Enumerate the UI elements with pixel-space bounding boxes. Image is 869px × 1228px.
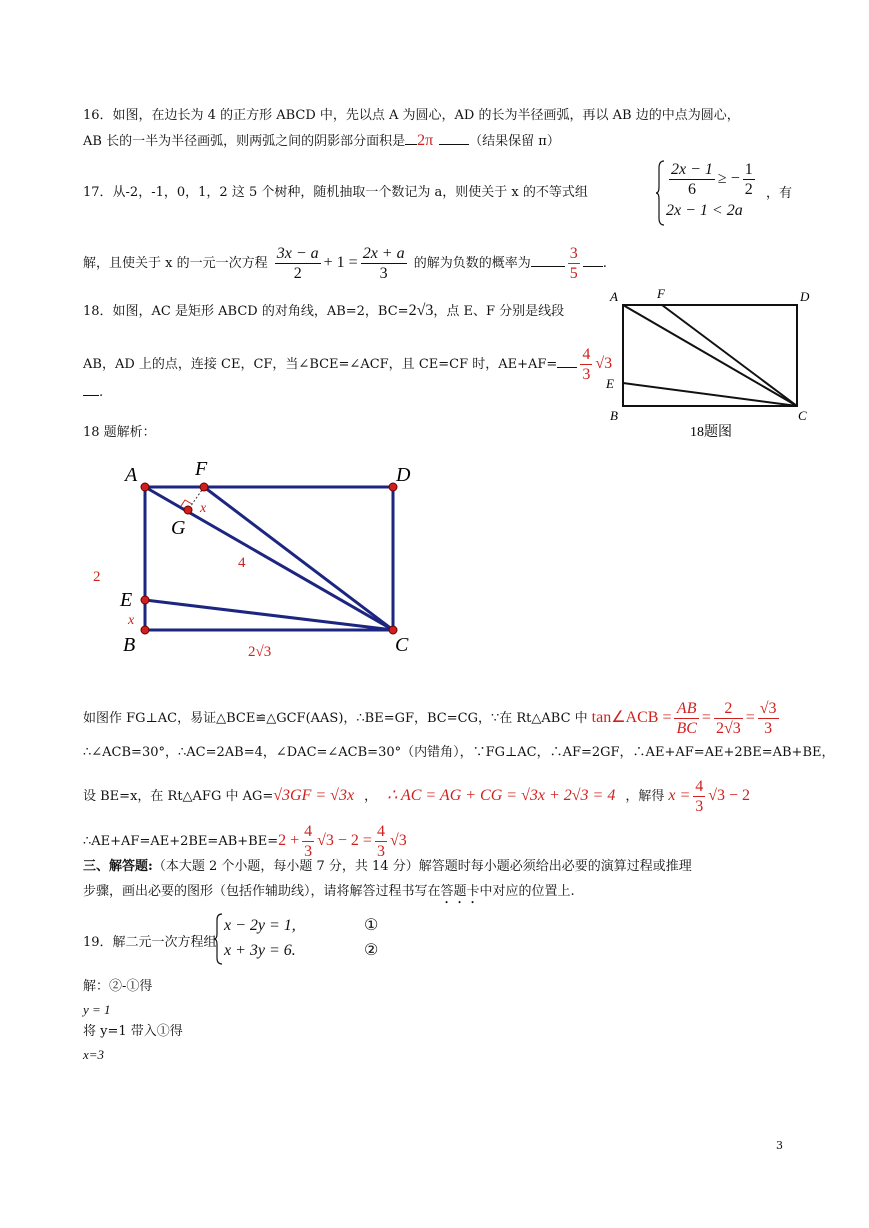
q19-equation-system xyxy=(214,913,378,963)
q16-text: AB 长的一半为半径画弧，则两弧之间的阴影部分面积是 xyxy=(83,134,406,149)
label-a: A xyxy=(610,289,618,304)
q17-ineq1-rel: ≥ − xyxy=(717,170,740,188)
point-a xyxy=(141,483,149,491)
sol-l3-text: 设 BE=x，在 Rt△AFG 中 AG= xyxy=(83,789,274,804)
figure-18-small xyxy=(600,285,820,445)
q18-text1: 18．如图，AC 是矩形 ABCD 的对角线，AB=2，BC= xyxy=(83,304,409,319)
sol-l4-d1: 3 xyxy=(304,843,313,860)
sol-label-bc: 2√3 xyxy=(248,644,272,660)
sol-l4-n2: 4 xyxy=(376,823,385,840)
q18-text2: AB，AD 上的点，连接 CE，CF，当∠BCE=∠ACF，且 CE=CF 时，AE+AF= xyxy=(83,357,558,372)
q18-ans-root: √3 xyxy=(595,355,613,372)
section3-text2b: 中对应的位置上. xyxy=(479,884,575,899)
q19-step4: x=3 xyxy=(83,1047,105,1062)
section3-line2 xyxy=(83,883,575,907)
q17-eq-mid: + 1 = xyxy=(323,254,358,271)
label-e: E xyxy=(606,376,614,391)
sol-line-ec xyxy=(145,600,393,630)
q17-inequality-system xyxy=(656,160,758,220)
q19-eq2: x + 3y = 6. xyxy=(224,942,296,959)
q16-note: （结果保留 π） xyxy=(469,134,560,149)
sol-l3-m1: √3GF = √3x xyxy=(273,787,355,804)
q17-ineq2: 2x − 1 < 2a xyxy=(666,202,743,219)
q19-eq2-tag: ② xyxy=(364,942,379,959)
q17-eq-lnum: 3x − a xyxy=(276,245,319,262)
sol-l4-b: √3 − 2 = xyxy=(317,832,372,849)
q18-line3 xyxy=(83,384,103,402)
q18-line2 xyxy=(83,345,612,384)
sol-l3-mid: ，解得 xyxy=(625,789,665,804)
point-b xyxy=(141,626,149,634)
sol-f3n: √3 xyxy=(759,700,777,717)
q17-ineq1-rden: 2 xyxy=(744,181,753,198)
sol-l3-sep: ， xyxy=(364,789,378,804)
q18-text1b: ，点 E、F 分别是线段 xyxy=(433,304,565,319)
q19-text: 19．解二元一次方程组 xyxy=(83,935,217,950)
q17-l2-mid: 的解为负数的概率为 xyxy=(413,256,531,271)
page-number: 3 xyxy=(776,1139,783,1152)
left-brace-icon xyxy=(656,160,665,226)
q17-ineq1-num: 2x − 1 xyxy=(671,161,713,178)
q17-ans-num: 3 xyxy=(569,245,578,262)
q19-eq1: x − 2y = 1, xyxy=(224,917,296,934)
sol-label-e: E xyxy=(120,589,133,611)
sol-line-fc xyxy=(204,487,393,630)
q16-line2 xyxy=(83,132,560,151)
q17-line2 xyxy=(83,244,607,283)
right-angle-mark xyxy=(181,500,192,506)
figure-caption: 18题图 xyxy=(690,425,732,440)
q19-step1: 解：②-①得 xyxy=(83,979,153,994)
q18-ans-num: 4 xyxy=(582,346,591,363)
section3-emphasis: 答题卡 xyxy=(440,884,480,899)
sol-label-f: F xyxy=(195,458,208,480)
sol-l3-num: 4 xyxy=(695,778,704,795)
point-c xyxy=(389,626,397,634)
q19-step2: y = 1 xyxy=(83,1002,111,1017)
sol-l4-n1: 4 xyxy=(304,823,313,840)
q17-text: 17．从-2，-1，0，1，2 这 5 个树种，随机抽取一个数记为 a，则使关于 x 的不等式组 xyxy=(83,185,588,200)
section3-text1: （本大题 2 个小题，每小题 7 分，共 14 分）解答题时每小题必须给出必要的演算过程或推理 xyxy=(152,859,692,874)
q18-bc: 2√3 xyxy=(408,302,434,319)
sol-l4-c: √3 xyxy=(389,832,407,849)
sol-l3-m2: ∴ AC = AG + CG = √3x + 2√3 = 4 xyxy=(387,787,616,804)
sol-f1n: AB xyxy=(674,699,698,719)
q17-ans-den: 5 xyxy=(569,265,578,282)
sol-line2: ∴∠ACB=30°，∴AC=2AB=4，∠DAC=∠ACB=30°（内错角），∵FG⊥AC，∴AF=2GF，∴AE+AF=AE+2BE=AB+BE， xyxy=(83,745,835,760)
point-f xyxy=(200,483,208,491)
q19-eq1-tag: ① xyxy=(364,917,379,934)
sol-l4-a: 2 + xyxy=(278,832,300,849)
q17-eq-rnum: 2x + a xyxy=(362,245,405,262)
q16-answer: 2π xyxy=(417,132,434,149)
section3-text2: 步骤，画出必要的图形（包括作辅助线），请将解答过程书写在 xyxy=(83,884,441,899)
sol-f2d: 2√3 xyxy=(715,720,741,737)
sol-l3-post: √3 − 2 xyxy=(708,787,751,804)
sol-label-4: 4 xyxy=(238,555,246,571)
label-c: C xyxy=(798,408,807,423)
q18-line1 xyxy=(83,302,564,321)
sol-f1d: BC xyxy=(676,720,697,737)
q19-step3: 将 y=1 带入①得 xyxy=(83,1024,183,1039)
label-b: B xyxy=(610,408,618,423)
sol-label-2: 2 xyxy=(93,569,101,585)
sol-label-a: A xyxy=(125,464,138,486)
sol-label-c: C xyxy=(395,634,409,656)
q17-ineq1-den: 6 xyxy=(687,181,696,198)
sol-l4-d2: 3 xyxy=(376,843,385,860)
sol-l4-text: ∴AE+AF=AE+2BE=AB+BE= xyxy=(83,834,279,849)
q19-line xyxy=(83,934,217,952)
sol-label-b: B xyxy=(123,634,136,656)
sol-label-x1: x xyxy=(200,501,207,516)
q17-l2-end: . xyxy=(602,256,607,271)
label-d: D xyxy=(800,289,810,304)
diag-ac xyxy=(623,305,797,406)
sol-l1-text: 如图作 FG⊥AC，易证△BCE≌△GCF(AAS)，∴BE=GF，BC=CG，∵在 Rt△ABC 中 xyxy=(83,711,588,726)
sol-label-x2: x xyxy=(128,613,135,628)
q17-eq-lden: 2 xyxy=(293,265,302,282)
section3-title: 三、解答题: xyxy=(83,859,153,874)
sol-label-d: D xyxy=(396,464,411,486)
section3-line1 xyxy=(83,858,692,876)
sol-diag-ac xyxy=(145,487,393,630)
q17-eq-rden: 3 xyxy=(379,265,388,282)
left-brace-icon xyxy=(214,913,223,965)
point-e xyxy=(141,596,149,604)
q17-line1 xyxy=(83,184,588,202)
point-g xyxy=(184,506,192,514)
label-f: F xyxy=(657,286,665,301)
sol-f3d: 3 xyxy=(764,720,773,737)
q17-post: ，有 xyxy=(766,186,793,201)
sol-f2n: 2 xyxy=(714,699,743,719)
q18-ans-den: 3 xyxy=(582,366,591,383)
sol-l3-x: x = xyxy=(668,787,691,804)
sol-line3 xyxy=(83,777,750,816)
q17-l2-text: 解，且使关于 x 的一元一次方程 xyxy=(83,256,268,271)
figure-18-solution xyxy=(85,455,435,660)
sol-line4 xyxy=(83,822,407,861)
solution-header: 18 题解析： xyxy=(83,425,156,440)
q16-line1: 16．如图，在边长为 4 的正方形 ABCD 中，先以点 A 为圆心，AD 的长为半径画弧，再以 AB 边的中点为圆心， xyxy=(83,108,740,123)
sol-l1-tan: tan∠ACB = xyxy=(591,709,672,726)
sol-l3-den: 3 xyxy=(695,798,704,815)
sol-line1: 如图作 FG⊥AC，易证△BCE≌△GCF(AAS)，∴BE=GF，BC=CG，∵在 Rt△ABC 中 tan∠ACB = $\frac{AB}{BC}$ = $\frac{2}{2√3}$ = $\frac{√3}{3}$ xyxy=(83,700,777,737)
q17-ineq1-rnum: 1 xyxy=(744,161,753,178)
q18-period: . xyxy=(99,385,104,400)
sol-label-g: G xyxy=(171,517,186,539)
